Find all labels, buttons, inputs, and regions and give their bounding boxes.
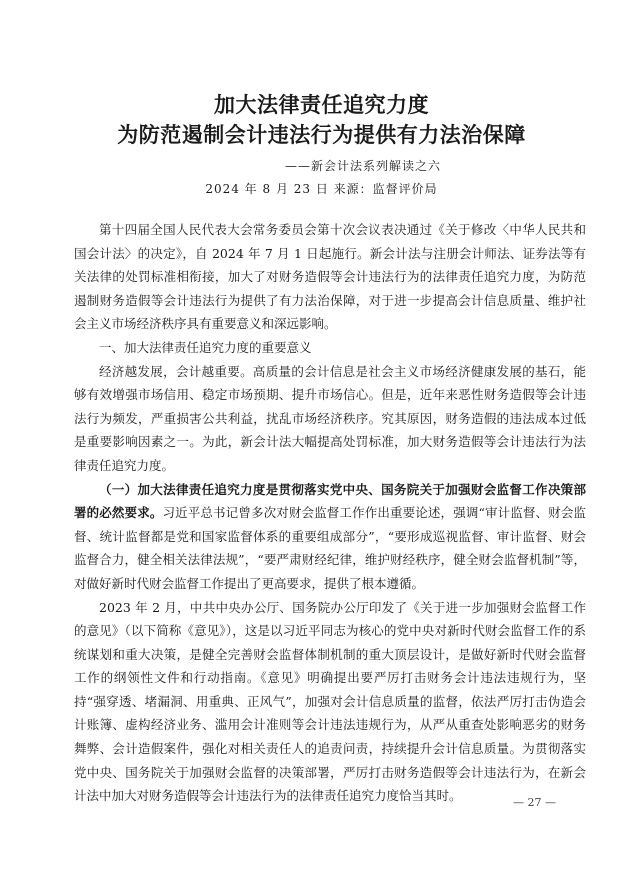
paragraph-3 bbox=[74, 478, 586, 596]
title-line-2: 为防范遏制会计违法行为提供有力法治保障 bbox=[117, 123, 526, 147]
page-number: — 27 — bbox=[513, 796, 556, 809]
section-heading-1: 一、加大法律责任追究力度的重要意义 bbox=[99, 339, 312, 355]
subtitle: ——新会计法系列解读之六 bbox=[285, 159, 442, 173]
paragraph-intro: 第十四届全国人民代表大会常务委员会第十次会议表决通过《关于修改〈中华人民共和国会计法〉的决定》，自 2024 年 7 月 1 日起施行。新会计法与注册会计师法、证券法等有关法律的处罚标准相衔接，加大了对财务造假等会计违法行为的法律责任追究力度，为防范遏制财务造假等会计违法行为提供了有力法治保障，对于进一步提高会计信息质量、维护社会主义市场经济秩序具有重要意义和深远影响。 bbox=[74, 222, 586, 332]
paragraph-3-rest: 习近平总书记曾多次对财会监督工作作出重要论述，强调“审计监督、财会监督、统计监督都是党和国家监督体系的重要组成部分”，“要形成巡视监督、审计监督、财会监督合力，健全相关法律法规”，“要严肃财经纪律，维护财经秩序，健全财会监督机制”等，对做好新时代财会监督工作提出了更高要求，提供了根本遵循。 bbox=[74, 505, 586, 591]
title-line-1: 加大法律责任追究力度 bbox=[214, 93, 429, 117]
dateline: 2024 年 8 月 23 日 来源：监督评价局 bbox=[205, 182, 438, 196]
paragraph-2: 经济越发展，会计越重要。高质量的会计信息是社会主义市场经济健康发展的基石，能够有效增强市场信用、稳定市场预期、提升市场信心。但是，近年来恶性财务造假等会计违法行为频发，严重损害公共利益，扰乱市场经济秩序。究其原因，财务造假的违法成本过低是重要影响因素之一。为此，新会计法大幅提高处罚标准，加大财务造假等会计违法行为法律责任追究力度。 bbox=[74, 363, 586, 473]
paragraph-4: 2023 年 2 月，中共中央办公厅、国务院办公厅印发了《关于进一步加强财会监督工作的意见》（以下简称《意见》），这是以习近平同志为核心的党中央对新时代财会监督工作的系统谋划和重大决策，是健全完善财会监督体制机制的重大顶层设计，是做好新时代财会监督工作的纲领性文件和行动指南。《意见》明确提出要严厉打击财务会计违法违规行为，坚持“强穿透、堵漏洞、用重典、正风气”，加强对会计信息质量的监督，依法严厉打击伪造会计账簿、虚构经济业务、滥用会计准则等会计违法违规行为，从严从重查处影响恶劣的财务舞弊、会计造假案件，强化对相关责任人的追责问责，持续提升会计信息质量。为贯彻落实党中央、国务院关于加强财会监督的决策部署，严厉打击财务造假等会计违法行为，在新会计法中加大对财务造假等会计违法行为的法律责任追究力度恰当其时。 bbox=[74, 599, 586, 804]
article-body bbox=[74, 218, 586, 808]
paragraph-3-lead: （一）加大法律责任追究力度是贯彻落实党中央、国务院关于加强财会监督工作决策部署的必然要求。 bbox=[74, 481, 586, 521]
